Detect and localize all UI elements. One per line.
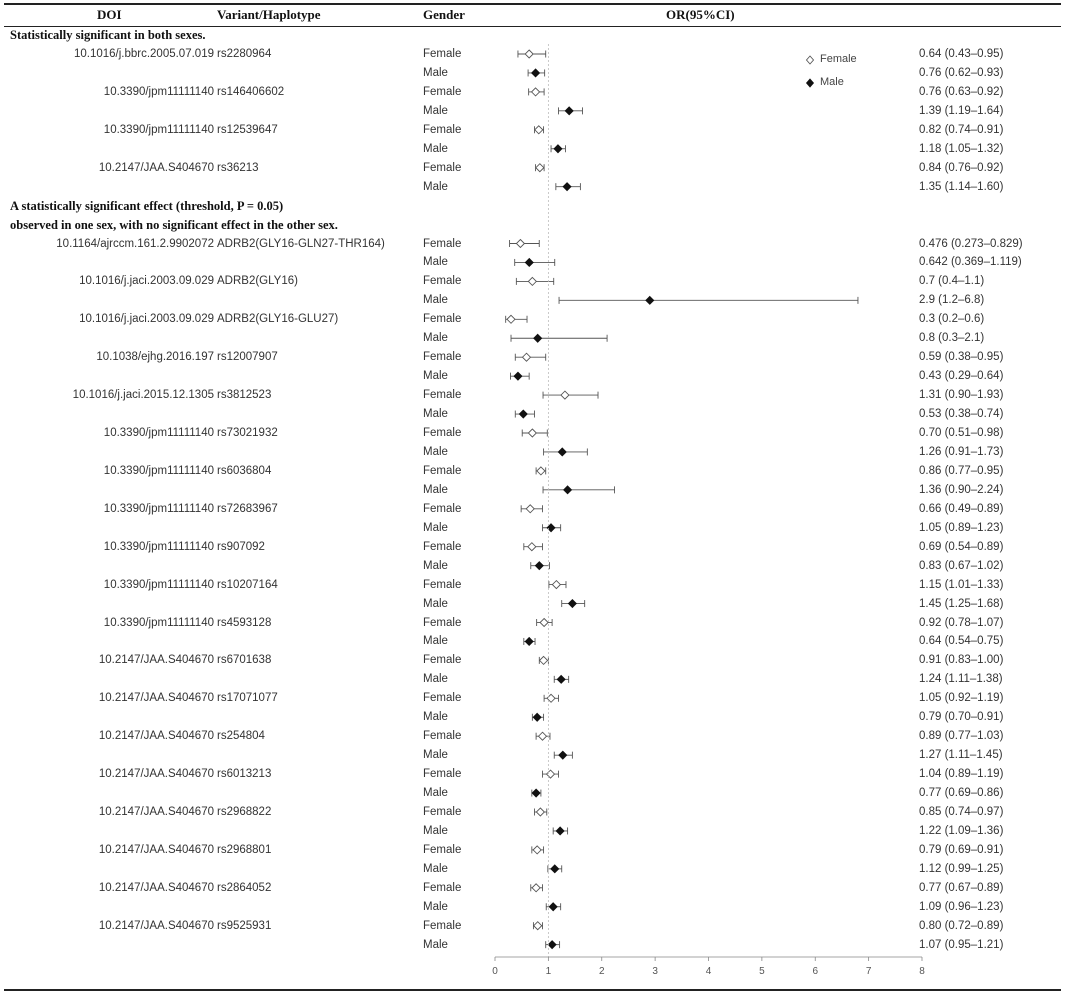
study-doi: 10.3390/jpm11111140 [103, 464, 214, 477]
row-gender: Male [423, 787, 448, 800]
row-or-ci-label: 0.642 (0.369–1.119) [919, 256, 1022, 269]
forest-row-mark [539, 656, 548, 664]
study-variant: rs36213 [217, 161, 259, 174]
row-or-ci-label: 0.83 (0.67–1.02) [919, 559, 1004, 572]
row-gender: Male [423, 142, 448, 155]
row-gender: Male [423, 332, 448, 345]
forest-row-mark [529, 88, 544, 96]
row-or-ci-label: 0.64 (0.43–0.95) [919, 48, 1004, 60]
section-title-one-sex-line1: A statistically significant effect (threshold, P = 0.05) [10, 199, 284, 213]
x-tick-label: 3 [652, 966, 658, 977]
row-or-ci-label: 1.26 (0.91–1.73) [919, 445, 1004, 458]
study-doi: 10.1016/j.bbrc.2005.07.019 [73, 48, 214, 60]
male-point-marker [532, 789, 540, 797]
forest-row-mark [544, 448, 588, 456]
forest-row-mark [534, 126, 543, 134]
header-gender: Gender [423, 7, 465, 22]
study-doi: 10.2147/JAA.S404670 [98, 730, 214, 743]
row-or-ci-label: 1.18 (1.05–1.32) [919, 142, 1004, 155]
x-tick-label: 0 [492, 966, 498, 977]
row-or-ci-label: 1.04 (0.89–1.19) [919, 768, 1004, 781]
x-tick-label: 5 [759, 966, 765, 977]
female-point-marker [525, 50, 533, 58]
female-point-marker [507, 315, 515, 323]
forest-row-mark [531, 562, 550, 570]
row-or-ci-label: 0.76 (0.63–0.92) [919, 85, 1004, 98]
male-point-marker [535, 562, 543, 570]
male-point-marker [519, 410, 527, 418]
study-variant: rs73021932 [217, 427, 278, 439]
row-gender: Female [423, 692, 462, 705]
row-gender: Female [423, 768, 462, 781]
row-gender: Male [423, 445, 448, 458]
header-or: OR(95%CI) [666, 7, 735, 22]
forest-row-mark [559, 107, 583, 115]
row-or-ci-label: 1.09 (0.96–1.23) [919, 900, 1004, 913]
row-gender: Male [423, 66, 448, 79]
female-point-marker [561, 391, 569, 399]
row-or-ci-label: 1.39 (1.19–1.64) [919, 104, 1004, 117]
forest-row-mark [532, 846, 544, 854]
row-gender: Male [423, 749, 448, 762]
x-tick-label: 6 [812, 966, 819, 977]
female-point-marker [552, 581, 560, 589]
forest-row-mark [510, 372, 529, 380]
female-point-marker [522, 353, 530, 361]
study-variant: rs10207164 [217, 578, 278, 591]
forest-row-mark [510, 240, 540, 248]
male-point-marker [551, 865, 559, 873]
female-point-marker [540, 656, 548, 664]
row-or-ci-label: 0.79 (0.70–0.91) [919, 711, 1004, 724]
study-variant: rs9525931 [217, 919, 272, 932]
row-or-ci-label: 1.35 (1.14–1.60) [919, 180, 1004, 193]
forest-row-mark [522, 429, 547, 437]
study-variant: rs12007907 [217, 351, 278, 364]
male-point-marker [563, 183, 571, 191]
row-gender: Female [423, 351, 462, 364]
study-variant: rs4593128 [217, 616, 272, 629]
row-or-ci-label: 0.77 (0.69–0.86) [919, 787, 1004, 800]
forest-row-mark [548, 865, 562, 873]
female-point-marker [533, 846, 541, 854]
forest-row-mark [532, 713, 543, 721]
study-variant: rs146406602 [217, 85, 285, 98]
row-gender: Male [423, 408, 448, 421]
row-gender: Male [423, 862, 448, 875]
row-or-ci-label: 0.86 (0.77–0.95) [919, 464, 1004, 477]
forest-row-mark [531, 884, 543, 892]
male-point-marker [554, 145, 562, 153]
study-variant: ADRB2(GLY16-GLU27) [217, 313, 339, 326]
row-or-ci-label: 0.70 (0.51–0.98) [919, 427, 1004, 439]
row-or-ci-label: 1.22 (1.09–1.36) [919, 824, 1004, 837]
row-gender: Male [423, 483, 448, 496]
row-or-ci-label: 1.27 (1.11–1.45) [919, 749, 1003, 762]
row-or-ci-label: 0.82 (0.74–0.91) [919, 123, 1004, 136]
row-or-ci-label: 0.80 (0.72–0.89) [919, 919, 1004, 932]
male-point-marker [556, 827, 564, 835]
legend-male-marker [807, 79, 814, 87]
legend-female-marker [807, 56, 814, 64]
row-gender: Male [423, 180, 448, 193]
male-point-marker [534, 334, 542, 342]
male-point-marker [548, 941, 556, 949]
row-or-ci-label: 0.66 (0.49–0.89) [919, 502, 1004, 515]
female-point-marker [532, 884, 540, 892]
female-point-marker [528, 277, 536, 285]
study-doi: 10.3390/jpm11111140 [103, 540, 214, 553]
row-or-ci-label: 1.05 (0.92–1.19) [919, 692, 1004, 705]
study-doi: 10.3390/jpm11111140 [103, 502, 214, 515]
row-gender: Male [423, 104, 448, 117]
x-tick-label: 2 [598, 966, 605, 977]
study-variant: rs6013213 [217, 768, 272, 781]
study-doi: 10.2147/JAA.S404670 [98, 843, 214, 856]
forest-row-mark [543, 486, 615, 494]
forest-row-mark [515, 410, 534, 418]
forest-row-mark [556, 183, 581, 191]
row-gender: Female [423, 161, 462, 174]
row-or-ci-label: 0.64 (0.54–0.75) [919, 635, 1004, 648]
study-doi: 10.1016/j.jaci.2003.09.029 [79, 275, 214, 288]
row-gender: Female [423, 275, 462, 288]
study-doi: 10.2147/JAA.S404670 [98, 919, 214, 932]
forest-row-mark [536, 164, 545, 172]
row-gender: Male [423, 900, 448, 913]
female-point-marker [540, 619, 548, 627]
male-point-marker [564, 486, 572, 494]
female-point-marker [528, 543, 536, 551]
study-doi: 10.2147/JAA.S404670 [98, 692, 214, 705]
forest-row-mark [536, 467, 546, 475]
row-or-ci-label: 0.7 (0.4–1.1) [919, 275, 985, 288]
row-gender: Male [423, 597, 448, 610]
forest-row-mark [549, 581, 566, 589]
x-tick-label: 8 [919, 966, 925, 977]
row-gender: Female [423, 313, 462, 326]
study-variant: rs2280964 [217, 48, 272, 60]
study-variant: ADRB2(GLY16-GLN27-THR164) [217, 237, 385, 250]
male-point-marker [565, 107, 573, 115]
male-point-marker [558, 448, 566, 456]
study-doi: 10.2147/JAA.S404670 [98, 881, 214, 894]
male-point-marker [525, 637, 533, 645]
forest-row-mark [524, 637, 535, 645]
section-title-one-sex-line2: observed in one sex, with no significant effect in the other sex. [10, 218, 338, 232]
forest-row-mark [554, 751, 572, 759]
study-doi: 10.2147/JAA.S404670 [98, 654, 214, 667]
forest-row-mark [532, 789, 541, 797]
forest-row-mark [562, 600, 585, 608]
row-gender: Female [423, 881, 462, 894]
row-gender: Female [423, 730, 462, 743]
row-or-ci-label: 0.89 (0.77–1.03) [919, 730, 1004, 743]
study-doi: 10.3390/jpm11111140 [103, 578, 214, 591]
row-or-ci-label: 1.15 (1.01–1.33) [919, 578, 1004, 591]
study-doi: 10.2147/JAA.S404670 [98, 806, 214, 818]
row-or-ci-label: 0.91 (0.83–1.00) [919, 654, 1004, 667]
forest-row-mark [534, 808, 546, 816]
row-or-ci-label: 1.07 (0.95–1.21) [919, 938, 1004, 951]
row-gender: Female [423, 48, 462, 60]
row-gender: Male [423, 938, 448, 951]
row-or-ci-label: 0.77 (0.67–0.89) [919, 881, 1004, 894]
male-point-marker [557, 675, 565, 683]
row-gender: Male [423, 294, 448, 307]
row-or-ci-label: 1.05 (0.89–1.23) [919, 521, 1004, 534]
study-variant: rs2968822 [217, 806, 272, 818]
female-point-marker [536, 164, 544, 172]
legend-female-label: Female [820, 53, 857, 65]
row-gender: Female [423, 654, 462, 667]
row-or-ci-label: 0.85 (0.74–0.97) [919, 806, 1004, 818]
row-or-ci-label: 0.3 (0.2–0.6) [919, 313, 985, 326]
forest-row-mark [546, 941, 560, 949]
study-doi: 10.3390/jpm11111140 [103, 123, 214, 136]
row-or-ci-label: 0.92 (0.78–1.07) [919, 616, 1004, 629]
female-point-marker [526, 505, 534, 513]
female-point-marker [534, 922, 542, 930]
male-point-marker [568, 600, 576, 608]
row-or-ci-label: 1.45 (1.25–1.68) [919, 597, 1004, 610]
study-variant: rs3812523 [217, 389, 272, 402]
forest-row-mark [521, 505, 542, 513]
study-doi: 10.1164/ajrccm.161.2.9902072 [56, 237, 214, 250]
female-point-marker [516, 240, 524, 248]
row-gender: Male [423, 256, 448, 269]
study-doi: 10.2147/JAA.S404670 [98, 161, 214, 174]
row-or-ci-label: 1.24 (1.11–1.38) [919, 673, 1003, 686]
row-or-ci-label: 0.84 (0.76–0.92) [919, 161, 1004, 174]
forest-row-mark [554, 675, 568, 683]
row-gender: Male [423, 711, 448, 724]
row-gender: Male [423, 635, 448, 648]
female-point-marker [539, 732, 547, 740]
row-gender: Male [423, 370, 448, 383]
male-point-marker [532, 69, 540, 77]
study-doi: 10.3390/jpm11111140 [103, 85, 214, 98]
forest-row-mark [528, 69, 545, 77]
study-variant: rs6036804 [217, 464, 272, 477]
row-gender: Female [423, 237, 462, 250]
forest-row-mark [543, 770, 559, 778]
row-gender: Female [423, 389, 462, 402]
row-gender: Female [423, 427, 462, 439]
row-gender: Female [423, 123, 462, 136]
forest-row-mark [506, 315, 527, 323]
forest-row-mark [511, 334, 607, 342]
legend-male-label: Male [820, 76, 844, 88]
study-doi: 10.3390/jpm11111140 [103, 616, 214, 629]
row-gender: Female [423, 806, 462, 818]
study-variant: rs2864052 [217, 881, 272, 894]
row-gender: Male [423, 559, 448, 572]
female-point-marker [535, 126, 543, 134]
study-variant: rs907092 [217, 540, 265, 553]
forest-row-mark [544, 694, 558, 702]
row-gender: Female [423, 85, 462, 98]
forest-row-mark [518, 50, 546, 58]
row-gender: Male [423, 824, 448, 837]
female-point-marker [537, 467, 545, 475]
row-gender: Female [423, 616, 462, 629]
female-point-marker [536, 808, 544, 816]
row-gender: Female [423, 502, 462, 515]
row-gender: Male [423, 673, 448, 686]
header-variant: Variant/Haplotype [217, 7, 321, 22]
row-or-ci-label: 0.53 (0.38–0.74) [919, 408, 1004, 421]
study-variant: rs254804 [217, 730, 265, 743]
row-or-ci-label: 0.43 (0.29–0.64) [919, 370, 1004, 383]
female-point-marker [547, 770, 555, 778]
male-point-marker [646, 296, 654, 304]
row-or-ci-label: 0.59 (0.38–0.95) [919, 351, 1004, 364]
header-doi: DOI [97, 7, 122, 22]
study-doi: 10.1038/ejhg.2016.197 [96, 351, 214, 364]
study-doi: 10.3390/jpm11111140 [103, 427, 214, 439]
forest-row-mark [553, 827, 567, 835]
bottom-rule [4, 989, 1061, 991]
female-point-marker [528, 429, 536, 437]
study-doi: 10.1016/j.jaci.2003.09.029 [79, 313, 214, 326]
forest-row-mark [536, 732, 550, 740]
study-variant: rs12539647 [217, 123, 278, 136]
row-or-ci-label: 1.12 (0.99–1.25) [919, 862, 1004, 875]
row-gender: Female [423, 540, 462, 553]
forest-row-mark [559, 296, 858, 304]
male-point-marker [514, 372, 522, 380]
row-gender: Female [423, 919, 462, 932]
row-or-ci-label: 1.31 (0.90–1.93) [919, 389, 1004, 402]
male-point-marker [525, 258, 533, 266]
row-or-ci-label: 0.76 (0.62–0.93) [919, 66, 1004, 79]
study-doi: 10.2147/JAA.S404670 [98, 768, 214, 781]
forest-row-mark [524, 543, 543, 551]
x-tick-label: 4 [705, 966, 712, 977]
study-variant: rs17071077 [217, 692, 278, 705]
forest-row-mark [533, 922, 542, 930]
row-or-ci-label: 0.8 (0.3–2.1) [919, 332, 985, 345]
row-or-ci-label: 0.476 (0.273–0.829) [919, 237, 1023, 250]
study-variant: rs72683967 [217, 502, 278, 515]
male-point-marker [559, 751, 567, 759]
study-variant: rs6701638 [217, 654, 272, 667]
forest-row-mark [551, 145, 565, 153]
forest-row-mark [515, 353, 545, 361]
female-point-marker [532, 88, 540, 96]
forest-row-mark [543, 524, 561, 532]
x-tick-label: 1 [545, 966, 552, 977]
row-or-ci-label: 0.79 (0.69–0.91) [919, 843, 1004, 856]
male-point-marker [549, 903, 557, 911]
row-gender: Female [423, 578, 462, 591]
row-gender: Female [423, 464, 462, 477]
section-title-both-sexes: Statistically significant in both sexes. [10, 28, 206, 42]
study-variant: rs2968801 [217, 843, 272, 856]
study-variant: ADRB2(GLY16) [217, 275, 298, 288]
row-or-ci-label: 0.69 (0.54–0.89) [919, 540, 1004, 553]
forest-row-mark [543, 391, 598, 399]
study-doi: 10.1016/j.jaci.2015.12.1305 [72, 389, 214, 402]
row-or-ci-label: 1.36 (0.90–2.24) [919, 483, 1004, 496]
male-point-marker [533, 713, 541, 721]
row-gender: Male [423, 521, 448, 534]
forest-row-mark [537, 619, 552, 627]
x-tick-label: 7 [865, 966, 872, 977]
row-or-ci-label: 2.9 (1.2–6.8) [919, 294, 985, 307]
row-gender: Female [423, 843, 462, 856]
